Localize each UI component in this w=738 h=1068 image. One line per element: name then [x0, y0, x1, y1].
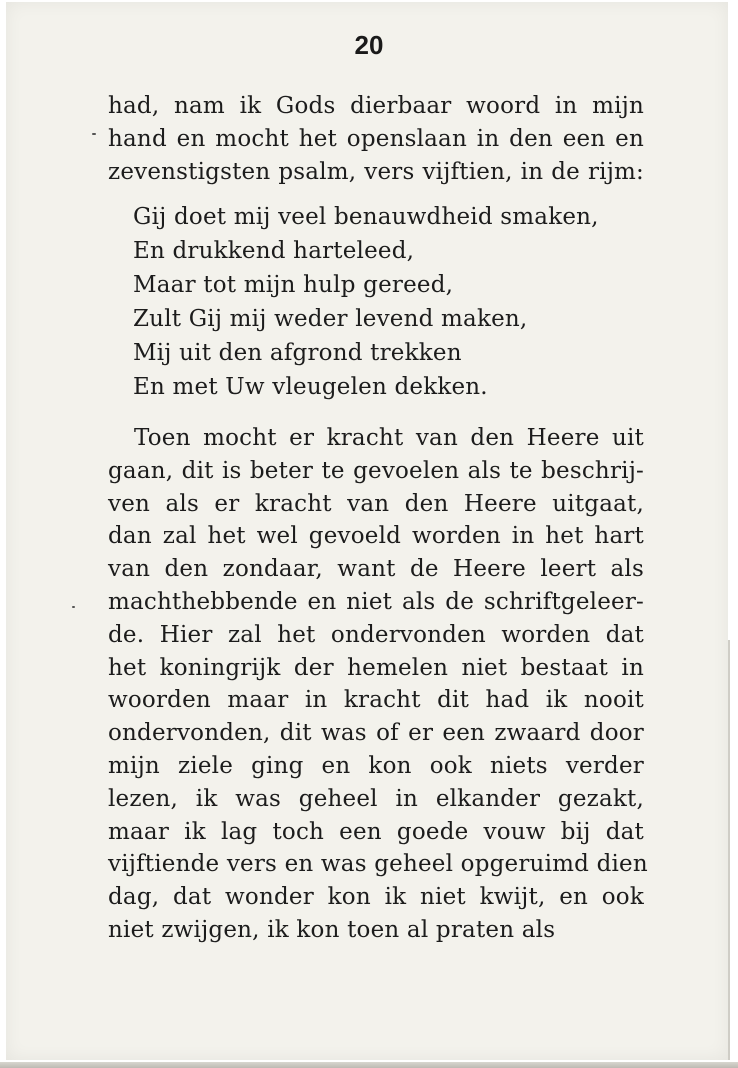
text-line: mijn ziele ging en kon ook niets verder: [108, 752, 644, 779]
text-line: ven als er kracht van den Heere uitgaat,: [108, 490, 644, 517]
text-line: zevenstigsten psalm, vers vijftien, in de rijm:: [108, 158, 644, 185]
text-line: vijftiende vers en was geheel opgeruimd dien: [108, 851, 648, 878]
verse-line: Mij uit den afgrond trekken: [133, 340, 462, 366]
page-edge-shadow: [728, 640, 730, 1060]
psalm-verse: [133, 200, 653, 404]
text-line: woorden maar in kracht dit had ik nooit: [108, 687, 644, 714]
margin-speck: [92, 133, 96, 135]
text-line: dan zal het wel gevoeld worden in het hart: [108, 523, 644, 550]
text-line: niet zwijgen, ik kon toen al praten als: [108, 916, 556, 943]
verse-line: En drukkend harteleed,: [133, 238, 415, 264]
text-line: dag, dat wonder kon ik niet kwijt, en ook: [108, 884, 644, 911]
text-line: lezen, ik was geheel in elkander gezakt,: [108, 785, 644, 812]
margin-speck: [72, 606, 75, 608]
paragraph-2: [108, 422, 648, 947]
text-line: het koningrijk der hemelen niet bestaat in: [108, 654, 644, 681]
text-line: de. Hier zal het ondervonden worden dat: [108, 621, 644, 648]
text-line: van den zondaar, want de Heere leert als: [108, 556, 644, 583]
text-line: hand en mocht het openslaan in den een en: [108, 125, 644, 152]
page-number: 20: [354, 30, 384, 60]
text-line: ondervonden, dit was of er een zwaard door: [108, 720, 644, 747]
verse-line: Zult Gij mij weder levend maken,: [133, 306, 528, 332]
text-line: machthebbende en niet als de schriftgeleer-: [108, 588, 644, 615]
verse-line: En met Uw vleugelen dekken.: [133, 374, 488, 400]
verse-line: Gij doet mij veel benauwdheid smaken,: [133, 204, 599, 230]
verse-line: Maar tot mijn hulp gereed,: [133, 272, 454, 298]
text-line: maar ik lag toch een goede vouw bij dat: [108, 818, 644, 845]
page-bottom-edge: [0, 1062, 738, 1068]
text-line: gaan, dit is beter te gevoelen als te beschrij-: [108, 457, 644, 484]
text-line: had, nam ik Gods dierbaar woord in mijn: [108, 93, 644, 119]
text-line: Toen mocht er kracht van den Heere uit: [134, 425, 644, 451]
paragraph-1: [108, 90, 644, 188]
